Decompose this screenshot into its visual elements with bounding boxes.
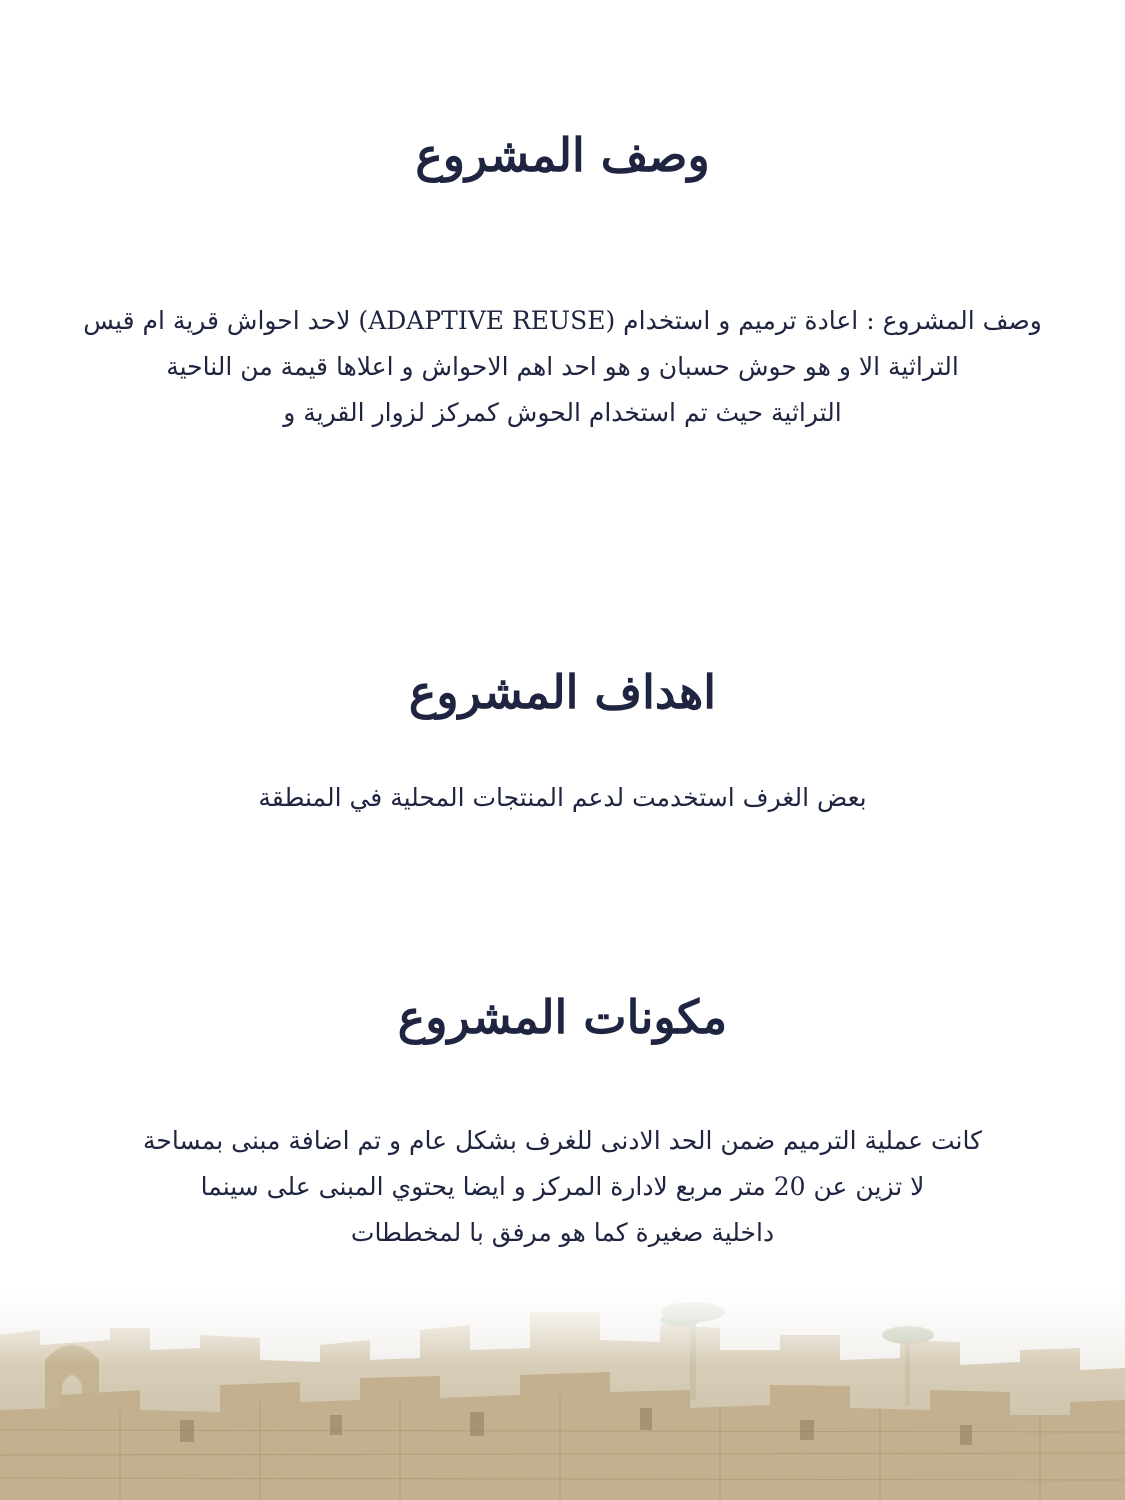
section-body-goals — [80, 775, 1045, 821]
text-line: لا تزين عن 20 متر مربع لادارة المركز و ايضا يحتوي المبنى على سينما — [200, 1172, 925, 1201]
section-title-components: مكونات المشروع — [397, 990, 728, 1044]
text-line: بعض الغرف استخدمت لدعم المنتجات المحلية في المنطقة — [258, 783, 867, 812]
section-body-description — [30, 298, 1095, 436]
text-line: التراثية حيث تم استخدام الحوش كمركز لزوار القرية و — [283, 398, 842, 427]
ruins-illustration — [0, 1290, 1125, 1500]
text-line: كانت عملية الترميم ضمن الحد الادنى للغرف بشكل عام و تم اضافة مبنى بمساحة — [142, 1126, 983, 1155]
text-line: داخلية صغيرة كما هو مرفق با لمخططات — [350, 1218, 775, 1247]
section-body-components — [15, 1118, 1110, 1256]
text-line: وصف المشروع : اعادة ترميم و استخدام (ADAPTIVE REUSE) لاحد احواش قرية ام قيس — [83, 306, 1042, 335]
section-title-description: وصف المشروع — [415, 128, 710, 182]
section-title-goals: اهداف المشروع — [408, 665, 717, 719]
text-line: التراثية الا و هو حوش حسبان و هو احد اهم الاحواش و اعلاها قيمة من الناحية — [166, 352, 959, 381]
